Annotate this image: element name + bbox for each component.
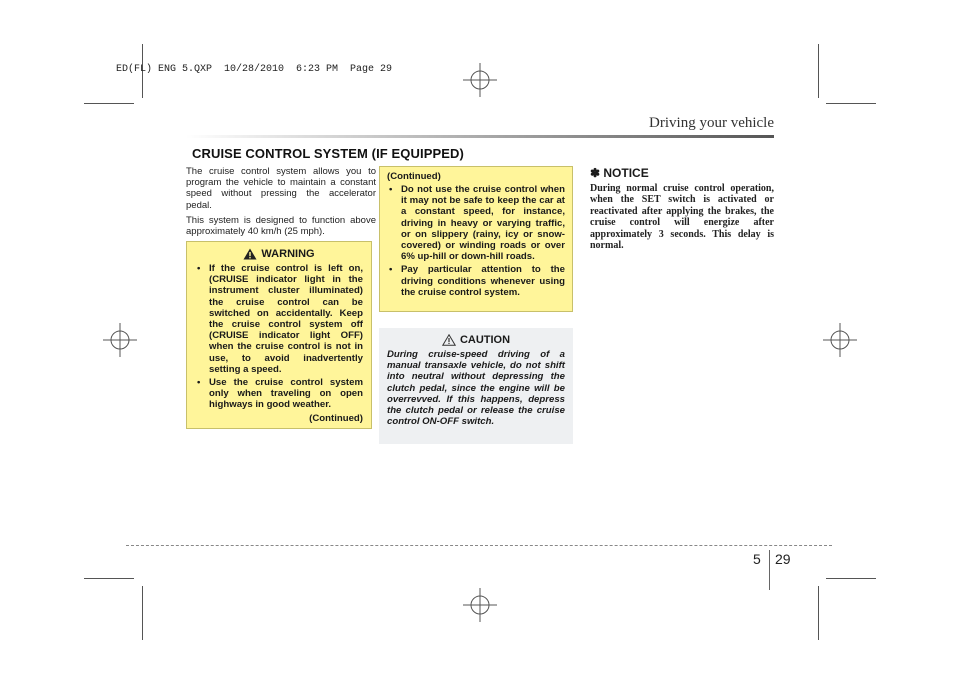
footer-rule xyxy=(126,545,832,546)
caution-text: During cruise-speed driving of a manual transaxle vehicle, do not shift into neutral without depressing the clutch pedal, since the engine will be overrevved. If this happens, depress the clutch pedal or release the cruise control ON-OFF switch. xyxy=(387,349,565,428)
page-number: 29 xyxy=(775,551,791,567)
registration-mark-right-icon xyxy=(823,323,857,357)
warning-triangle-icon xyxy=(243,248,257,260)
registration-mark-bottom-icon xyxy=(463,588,497,622)
header-rule xyxy=(186,135,774,138)
notice-text: During normal cruise control operation, when the SET switch is activated or reactivated after applying the brakes, the cruise control will energize after approximately 3 seconds. This delay is normal. xyxy=(590,183,774,252)
warning-item: • Pay particular attention to the driving conditions whenever using the cruise control system. xyxy=(387,264,565,298)
page-number-divider xyxy=(769,550,770,590)
page-chapter-number: 5 xyxy=(753,551,761,567)
warning-box xyxy=(186,241,372,429)
continued-label: (Continued) xyxy=(387,171,441,182)
warning-item: • Use the cruise control system only when traveling on open highways in good weather. xyxy=(195,377,363,411)
intro-paragraph: The cruise control system allows you to program the vehicle to maintain a constant speed without pressing the accelerator pedal. xyxy=(186,166,376,211)
warning-title: WARNING xyxy=(261,248,315,260)
warning-continued-box xyxy=(379,166,573,312)
registration-mark-left-icon xyxy=(103,323,137,357)
warning-header xyxy=(195,248,363,260)
intro-text xyxy=(186,166,376,241)
warning-item: • Do not use the cruise control when it may not be safe to keep the car at a constant speed, for instance, driving in heavy or varying traffic, or on slippery (rainy, icy or snow-covered) or winding roads or over 6% up-hill or down-hill roads. xyxy=(387,184,565,262)
warning-continued: (Continued) xyxy=(309,412,363,424)
caution-header xyxy=(387,334,565,346)
print-slug: ED(FL) ENG 5.QXP 10/28/2010 6:23 PM Page 29 xyxy=(116,64,393,75)
warning-item: • If the cruise control is left on, (CRUISE indicator light in the instrument cluster illuminated) the cruise control can be switched on accidentally. Keep the cruise control system off (CRUISE indicator light OFF) when the cruise control is not in use, to avoid inadvertently setting a speed. xyxy=(195,263,363,375)
caution-box xyxy=(379,328,573,444)
section-title: CRUISE CONTROL SYSTEM (IF EQUIPPED) xyxy=(192,146,464,161)
notice-title: ✽ NOTICE xyxy=(590,166,649,180)
chapter-title: Driving your vehicle xyxy=(649,115,774,131)
registration-mark-top-icon xyxy=(463,63,497,97)
caution-title: CAUTION xyxy=(459,334,511,346)
caution-triangle-icon xyxy=(442,334,456,346)
intro-paragraph: This system is designed to function above approximately 40 km/h (25 mph). xyxy=(186,214,376,238)
